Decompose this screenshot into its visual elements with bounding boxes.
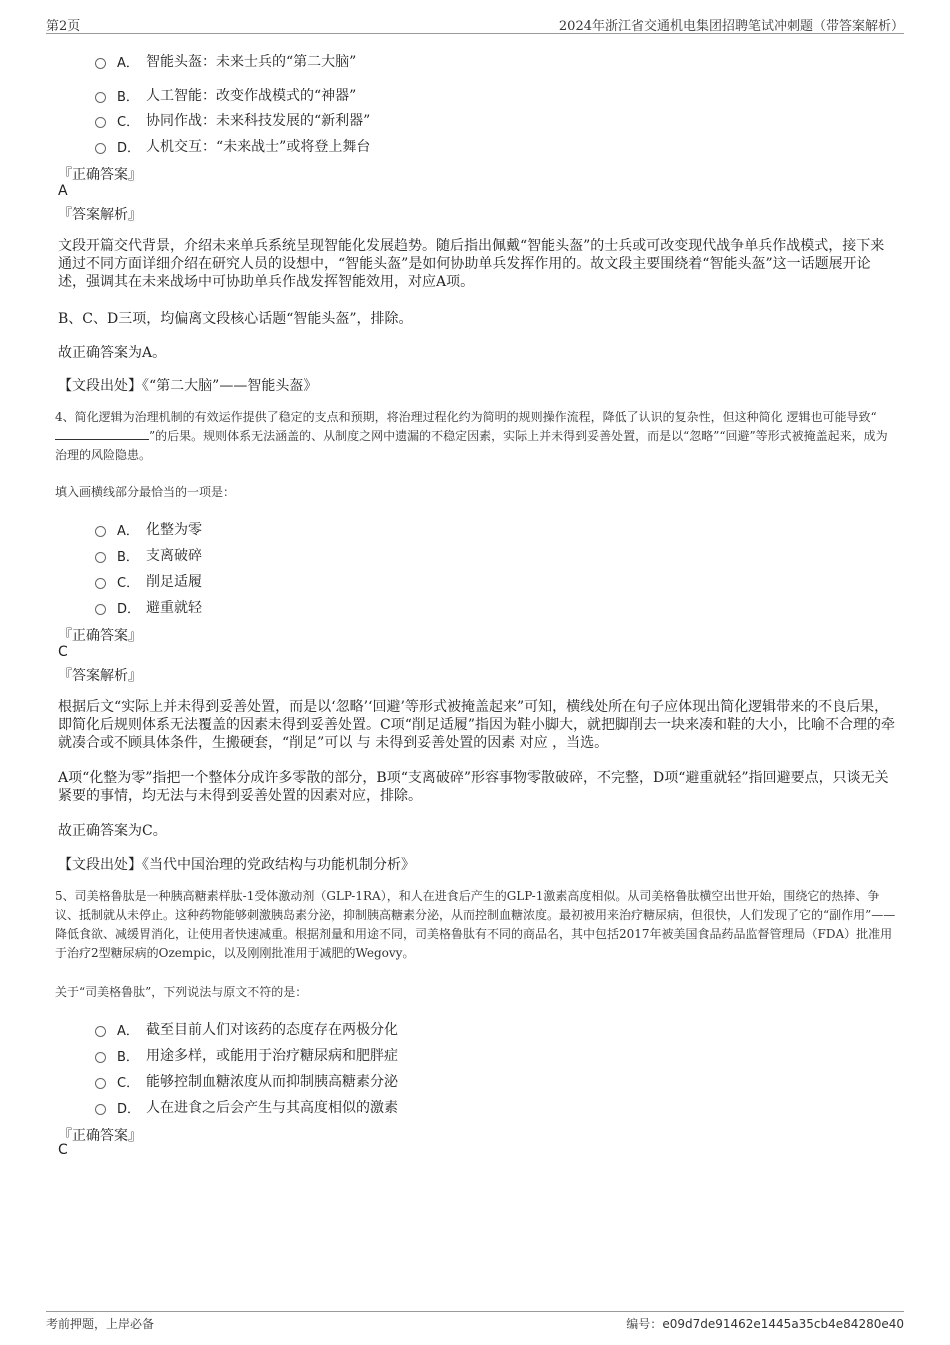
q3-option-d[interactable] — [95, 136, 370, 156]
radio-icon[interactable] — [95, 117, 106, 128]
radio-icon[interactable] — [95, 578, 106, 589]
q4-source: 【文段出处】《当代中国治理的党政结构与功能机制分析》 — [58, 857, 415, 873]
q4-question-text — [55, 408, 899, 465]
option-text: 避重就轻 — [146, 600, 202, 616]
option-letter: A． — [117, 55, 139, 71]
option-letter: C． — [117, 114, 140, 130]
document-title: 2024年浙江省交通机电集团招聘笔试冲刺题（带答案解析） — [558, 19, 904, 34]
radio-icon[interactable] — [95, 58, 106, 69]
option-text: 人机交互：“未来战士”或将登上舞台 — [146, 139, 371, 155]
q3-conclusion: 故正确答案为A。 — [58, 345, 167, 361]
q3-analysis-label: 『答案解析』 — [58, 207, 142, 223]
q5-option-b[interactable] — [95, 1045, 398, 1065]
q4-option-d[interactable] — [95, 597, 202, 617]
q4-option-b[interactable] — [95, 545, 202, 565]
option-letter: D． — [117, 601, 141, 617]
radio-icon[interactable] — [95, 552, 106, 563]
q4-option-c[interactable] — [95, 571, 202, 591]
q5-option-d[interactable] — [95, 1097, 398, 1117]
q4-analysis-paragraph-2: A项“化整为零”指把一个整体分成许多零散的部分，B项“支离破碎”形容事物零散破碎，不完整，D项“避重就轻”指回避要点，只谈无关紧要的事情，均无法与未得到妥善处置的因素对应，排除。 — [58, 770, 889, 804]
q3-analysis-paragraph-2: B、C、D三项，均偏离文段核心话题“智能头盔”，排除。 — [58, 311, 413, 327]
option-text: 截至目前人们对该药的态度存在两极分化 — [146, 1022, 398, 1038]
q4-text-after: ”的后果。规则体系无法涵盖的、从制度之网中遗漏的不稳定因素，实际上并未得到妥善处置，而是以“忽略”“回避”等形式被掩盖起来，成为治理的风险隐患。 — [55, 429, 888, 462]
option-letter: A． — [117, 523, 139, 539]
option-text: 用途多样，或能用于治疗糖尿病和肥胖症 — [146, 1048, 398, 1064]
fill-blank — [55, 427, 149, 440]
q4-text-before: 4、简化逻辑为治理机制的有效运作提供了稳定的支点和预期，将治理过程化约为简明的规则操作流程，降低了认识的复杂性，但这种简化 逻辑也可能导致“ — [55, 410, 877, 424]
option-letter: B． — [117, 549, 139, 565]
radio-icon[interactable] — [95, 1026, 106, 1037]
document-code — [626, 1315, 904, 1332]
q3-option-b[interactable] — [95, 85, 356, 105]
q5-question-text: 5、司美格鲁肽是一种胰高糖素样肽-1受体激动剂（GLP-1RA），和人在进食后产生的GLP-1激素高度相似。从司美格鲁肽横空出世开始，围绕它的热捧、争议、抵制就从未停止。这种药物能够刺激胰岛素分泌，抑制胰高糖素分泌，从而控制血糖浓度。最初被用来治疗糖尿病，但很快，人们发现了它的“副作用”——降低食欲、减缓胃消化，让使用者快速减重。根据剂量和用途不同，司美格鲁肽有不同的商品名，其中包括2017年被美国食品药品监督管理局（FDA）批准用于治疗2型糖尿病的Ozempic，以及刚刚批准用于减肥的Wegovy。 — [55, 889, 896, 960]
q3-option-c[interactable] — [95, 110, 370, 130]
option-text: 人在进食之后会产生与其高度相似的激素 — [146, 1100, 398, 1116]
option-letter: B． — [117, 1049, 139, 1065]
radio-icon[interactable] — [95, 1078, 106, 1089]
radio-icon[interactable] — [95, 526, 106, 537]
q5-option-a[interactable] — [95, 1019, 398, 1039]
q3-source: 【文段出处】《“第二大脑”——智能头盔》 — [58, 378, 318, 394]
q5-answer-label: 『正确答案』 — [58, 1128, 142, 1144]
footer-divider — [46, 1311, 904, 1312]
radio-icon[interactable] — [95, 1104, 106, 1115]
radio-icon[interactable] — [95, 1052, 106, 1063]
header-divider — [46, 33, 904, 34]
q5-answer: C — [58, 1142, 68, 1158]
option-text: 人工智能：改变作战模式的“神器” — [146, 88, 357, 104]
option-letter: D． — [117, 140, 141, 156]
footer-slogan: 考前押题，上岸必备 — [46, 1317, 155, 1331]
option-letter: B． — [117, 89, 139, 105]
page-number: 第2页 — [46, 19, 81, 34]
q4-conclusion: 故正确答案为C。 — [58, 823, 167, 839]
code-label: 编号： — [626, 1317, 663, 1331]
code-value: e09d7de91462e1445a35cb4e84280e40 — [662, 1317, 904, 1331]
q4-answer: C — [58, 644, 68, 660]
option-letter: D． — [117, 1101, 141, 1117]
q4-answer-label: 『正确答案』 — [58, 628, 142, 644]
option-text: 化整为零 — [146, 522, 202, 538]
option-text: 削足适履 — [146, 574, 202, 590]
q3-option-a[interactable] — [95, 51, 356, 71]
q5-option-c[interactable] — [95, 1071, 398, 1091]
q4-analysis-paragraph-1: 根据后文“实际上并未得到妥善处置，而是以‘忽略’‘回避’等形式被掩盖起来”可知，横线处所在句子应体现出简化逻辑带来的不良后果，即简化后规则体系无法覆盖的因素未得到妥善处置。C项“削足适履”指因为鞋小脚大，就把脚削去一块来凑和鞋的大小，比喻不合理的牵就凑合或不顾具体条件，生搬硬套，“削足”可以 与 未得到妥善处置的因素 对应 ，当选。 — [58, 699, 896, 751]
radio-icon[interactable] — [95, 143, 106, 154]
radio-icon[interactable] — [95, 92, 106, 103]
q4-analysis-label: 『答案解析』 — [58, 668, 142, 684]
option-text: 协同作战：未来科技发展的“新利器” — [146, 113, 371, 129]
option-text: 支离破碎 — [146, 548, 202, 564]
radio-icon[interactable] — [95, 604, 106, 615]
q5-prompt: 关于“司美格鲁肽”，下列说法与原文不符的是： — [55, 985, 308, 999]
q4-option-a[interactable] — [95, 519, 202, 539]
q3-answer-label: 『正确答案』 — [58, 167, 142, 183]
q4-prompt: 填入画横线部分最恰当的一项是： — [55, 485, 236, 499]
option-text: 能够控制血糖浓度从而抑制胰高糖素分泌 — [146, 1074, 398, 1090]
option-text: 智能头盔：未来士兵的“第二大脑” — [146, 54, 357, 70]
q3-answer: A — [58, 183, 68, 199]
option-letter: C． — [117, 1075, 140, 1091]
option-letter: A． — [117, 1023, 139, 1039]
option-letter: C． — [117, 575, 140, 591]
q3-analysis-paragraph-1: 文段开篇交代背景，介绍未来单兵系统呈现智能化发展趋势。随后指出佩戴“智能头盔”的士兵或可改变现代战争单兵作战模式，接下来通过不同方面详细介绍在研究人员的设想中，“智能头盔”是如何协助单兵发挥作用的。故文段主要围绕着“智能头盔”这一话题展开论述，强调其在未来战场中可协助单兵作战发挥智能效用，对应A项。 — [58, 238, 885, 290]
